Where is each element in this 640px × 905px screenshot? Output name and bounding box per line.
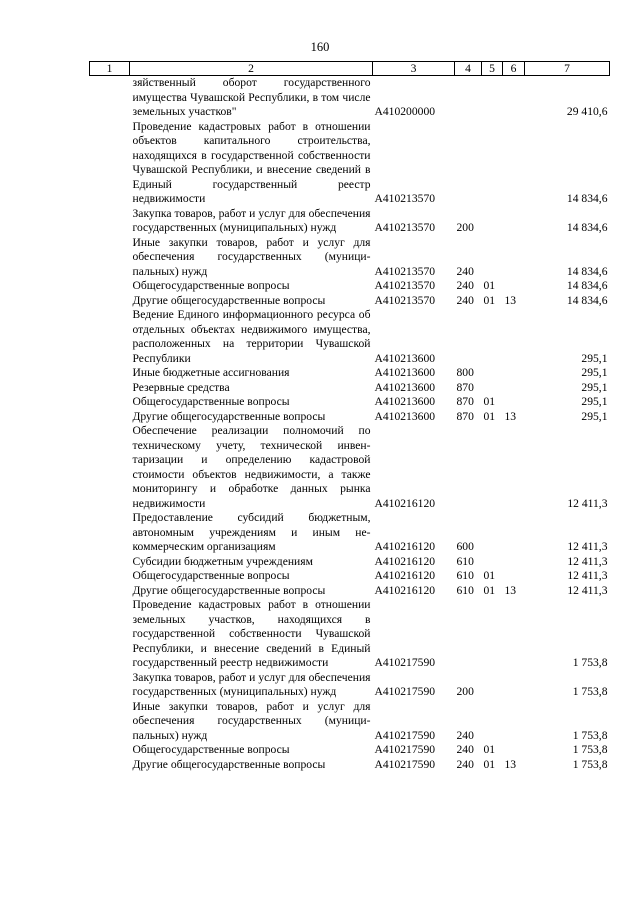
row-section-cell [482,671,503,700]
table-row [90,207,610,236]
row-spacer-cell [90,120,130,207]
row-section-cell [482,120,503,207]
row-code-cell: А410216120 [374,540,436,553]
row-spacer-cell [90,381,130,396]
row-code-cell: А410217590 [374,728,436,742]
table-row [90,758,610,773]
row-subsection-cell [503,366,525,381]
row-subsection-cell [503,381,525,396]
row-sum-cell: 295,1 [581,409,608,423]
row-name-cell: Проведение кадастровых работ в отношении объектов капитального строительства, находящихся в государственной собственности Чувашской Республики, и внесение сведений в Единый государственный реестр недвижимости [132,119,371,205]
row-name-cell: зяйственный оборот государственного имущества Чувашской Республики, в том числе земельных участков" [132,76,371,118]
row-section-cell [482,511,503,555]
table-row [90,584,610,599]
table-row [90,279,610,294]
row-spacer-cell [90,410,130,425]
row-section-cell: 01 [483,743,496,756]
header-col-3: 3 [373,62,455,76]
row-subsection-cell [503,511,525,555]
row-subsection-cell [503,395,525,410]
table-row [90,308,610,366]
row-sum-cell: 14 834,6 [566,192,608,205]
row-code-cell: А410213600 [374,366,436,379]
row-expense-type-cell: 800 [456,366,474,379]
row-section-cell [482,236,503,280]
row-sum-cell: 295,1 [581,351,608,365]
row-sum-cell: 29 410,6 [566,105,608,118]
row-expense-type-cell: 870 [456,380,474,394]
table-row [90,424,610,511]
row-section-cell [482,76,503,120]
row-expense-type-cell [455,424,482,511]
row-subsection-cell [503,743,525,758]
row-sum-cell: 12 411,3 [567,583,608,597]
row-name-cell: Иные закупки товаров, работ и услуг для обеспечения государственных (муниципальных) нужд [132,699,371,742]
row-sum-cell: 14 834,6 [566,293,608,307]
table-row [90,743,610,758]
row-expense-type-cell: 200 [456,685,474,698]
row-expense-type-cell: 240 [456,757,474,771]
header-col-6: 6 [503,62,525,76]
row-section-cell: 01 [483,569,496,582]
table-row [90,671,610,700]
row-name-cell: Проведение кадастровых работ в отношении земельных участков, находящихся в государственной собственности Чувашской Республики, и внесение сведений в Единый государственный реестр недвижимости [132,598,371,669]
header-row [90,62,610,76]
row-name-cell: Ведение Единого информационного ресурса об отдельных объектах недвижимого имущества, расположенных на территории Чувашской Республики [132,308,371,365]
row-subsection-cell: 13 [504,409,517,423]
header-col-5: 5 [482,62,503,76]
row-code-cell: А410216120 [374,554,436,568]
row-spacer-cell [90,569,130,584]
row-section-cell [482,598,503,671]
row-code-cell: А410213600 [374,395,436,408]
row-section-cell [482,207,503,236]
row-section-cell [482,366,503,381]
row-code-cell: А410213570 [374,293,436,307]
row-spacer-cell [90,236,130,280]
row-sum-cell: 12 411,3 [567,554,608,568]
row-expense-type-cell: 240 [456,279,474,292]
table-row [90,381,610,396]
row-name-cell: Общегосударственные вопросы [132,395,290,408]
table-row [90,366,610,381]
table-row [90,511,610,555]
row-subsection-cell [503,308,525,366]
row-expense-type-cell: 240 [456,743,474,756]
row-subsection-cell [503,671,525,700]
row-expense-type-cell [455,120,482,207]
row-subsection-cell [503,700,525,744]
row-expense-type-cell [455,598,482,671]
row-spacer-cell [90,424,130,511]
row-sum-cell: 295,1 [581,395,608,408]
row-section-cell: 01 [483,409,496,423]
row-code-cell: А410200000 [374,105,436,118]
row-subsection-cell: 13 [504,583,517,597]
row-code-cell: А410217590 [374,685,436,698]
row-expense-type-cell: 870 [456,395,474,408]
row-name-cell: Субсидии бюджетным учреждениям [132,554,313,568]
budget-table [89,61,610,772]
page-number: 160 [310,40,330,54]
row-section-cell: 01 [483,279,496,292]
row-section-cell: 01 [483,583,496,597]
row-name-cell: Другие общегосударственные вопросы [132,583,326,597]
row-expense-type-cell [455,76,482,120]
row-expense-type-cell: 870 [456,409,474,423]
row-name-cell: Общегосударственные вопросы [132,743,290,756]
row-code-cell: А410213600 [374,351,436,365]
row-name-cell: Резервные средства [132,380,230,394]
row-sum-cell: 295,1 [581,380,608,394]
row-sum-cell: 12 411,3 [567,540,608,553]
row-name-cell: Другие общегосударственные вопросы [132,757,326,771]
row-code-cell: А410216120 [374,569,436,582]
row-section-cell [482,700,503,744]
row-spacer-cell [90,700,130,744]
header-col-4: 4 [455,62,482,76]
row-name-cell: Предоставление субсидий бюджетным, автономным учреждениям и иным некоммерческим организациям [132,511,371,553]
table-row [90,700,610,744]
row-spacer-cell [90,366,130,381]
row-code-cell: А410213600 [374,409,436,423]
row-spacer-cell [90,743,130,758]
row-spacer-cell [90,555,130,570]
row-subsection-cell [503,236,525,280]
row-subsection-cell [503,424,525,511]
row-code-cell: А410213600 [374,380,436,394]
row-code-cell: А410213570 [374,264,436,278]
row-sum-cell: 295,1 [581,366,608,379]
row-expense-type-cell: 240 [456,264,474,278]
row-subsection-cell [503,569,525,584]
table-row [90,76,610,120]
table-row [90,294,610,309]
row-sum-cell: 1 753,8 [572,728,608,742]
row-sum-cell: 1 753,8 [572,685,608,698]
table-body [90,76,610,773]
table-row [90,236,610,280]
table-row [90,555,610,570]
row-name-cell: Обеспечение реализации полномочий по техническому учету, технической инвентаризации и определению кадастровой стоимости объектов недвижимости, а также мониторингу и обработке данных рынка недвижимости [132,424,371,510]
row-subsection-cell [503,279,525,294]
header-col-2: 2 [130,62,373,76]
table-header [90,62,610,76]
row-name-cell: Другие общегосударственные вопросы [132,293,326,307]
row-code-cell: А410216120 [374,496,436,510]
row-code-cell: А410217590 [374,743,436,756]
row-section-cell: 01 [483,293,496,307]
row-expense-type-cell: 600 [456,540,474,553]
row-code-cell: А410217590 [374,757,436,771]
row-code-cell: А410216120 [374,583,436,597]
row-spacer-cell [90,584,130,599]
row-section-cell [482,424,503,511]
row-name-cell: Общегосударственные вопросы [132,279,290,292]
row-expense-type-cell: 610 [456,554,474,568]
row-spacer-cell [90,279,130,294]
row-spacer-cell [90,395,130,410]
row-sum-cell: 14 834,6 [566,221,608,234]
row-expense-type-cell: 610 [456,583,474,597]
row-expense-type-cell: 610 [456,569,474,582]
row-section-cell [482,381,503,396]
row-name-cell: Другие общегосударственные вопросы [132,409,326,423]
row-sum-cell: 14 834,6 [566,264,608,278]
row-code-cell: А410213570 [374,279,436,292]
row-expense-type-cell [455,308,482,366]
row-subsection-cell: 13 [504,757,517,771]
row-code-cell: А410217590 [374,656,436,669]
table-row [90,410,610,425]
row-code-cell: А410213570 [374,192,436,205]
row-spacer-cell [90,598,130,671]
row-spacer-cell [90,207,130,236]
row-subsection-cell [503,76,525,120]
row-sum-cell: 12 411,3 [567,496,608,510]
row-expense-type-cell: 200 [456,221,474,234]
row-spacer-cell [90,758,130,773]
row-name-cell: Общегосударственные вопросы [132,569,290,582]
row-section-cell: 01 [483,395,496,408]
row-spacer-cell [90,671,130,700]
row-subsection-cell: 13 [504,293,517,307]
row-name-cell: Иные бюджетные ассигнования [132,366,290,379]
table-row [90,120,610,207]
row-spacer-cell [90,294,130,309]
table-row [90,569,610,584]
row-section-cell [482,555,503,570]
row-section-cell [482,308,503,366]
row-spacer-cell [90,511,130,555]
header-col-7: 7 [525,62,610,76]
row-sum-cell: 1 753,8 [572,743,608,756]
row-section-cell: 01 [483,757,496,771]
row-sum-cell: 1 753,8 [572,656,608,669]
row-expense-type-cell: 240 [456,293,474,307]
row-name-cell: Иные закупки товаров, работ и услуг для обеспечения государственных (муниципальных) нужд [132,235,371,278]
row-name-cell: Закупка товаров, работ и услуг для обеспечения государственных (муниципальных) нужд [132,670,371,698]
row-spacer-cell [90,308,130,366]
row-expense-type-cell: 240 [456,728,474,742]
row-sum-cell: 14 834,6 [566,279,608,292]
table-row [90,598,610,671]
header-col-1: 1 [90,62,130,76]
row-spacer-cell [90,76,130,120]
table-row [90,395,610,410]
row-subsection-cell [503,555,525,570]
row-subsection-cell [503,120,525,207]
row-sum-cell: 12 411,3 [567,569,608,582]
row-subsection-cell [503,598,525,671]
row-name-cell: Закупка товаров, работ и услуг для обеспечения государственных (муниципальных) нужд [132,206,371,234]
row-code-cell: А410213570 [374,221,436,234]
row-sum-cell: 1 753,8 [572,757,608,771]
row-subsection-cell [503,207,525,236]
